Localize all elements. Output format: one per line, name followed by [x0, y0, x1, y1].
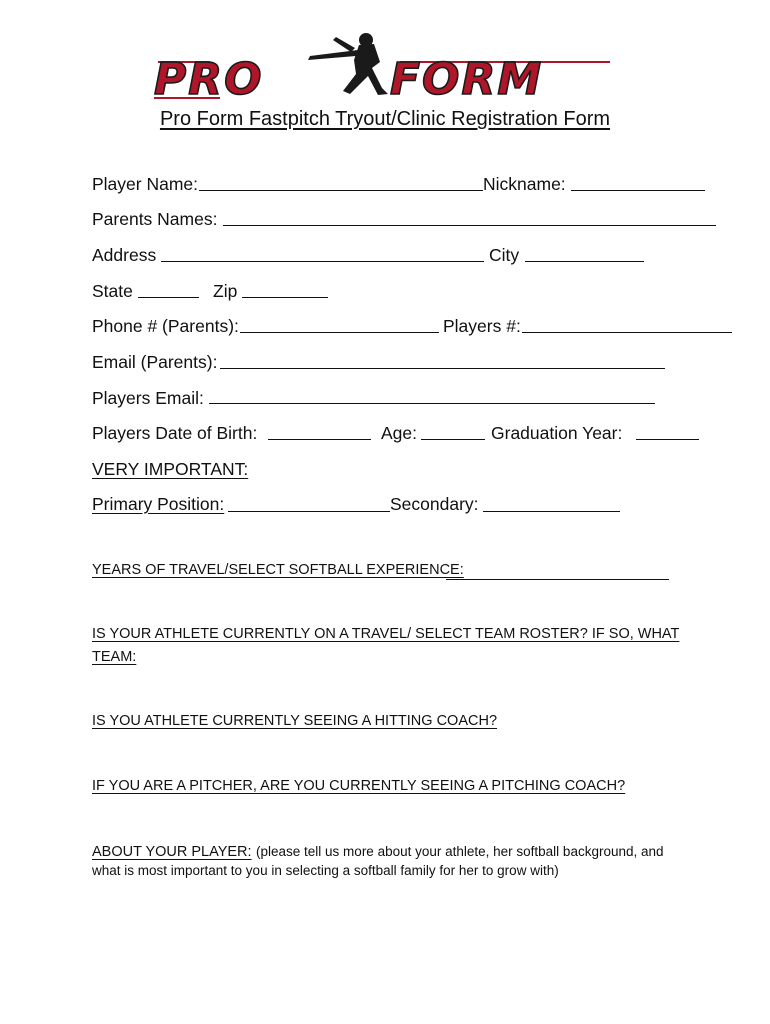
city-label: City: [489, 245, 520, 265]
phone-field[interactable]: [240, 332, 439, 333]
age-label: Age:: [381, 423, 417, 443]
players-number-field[interactable]: [522, 332, 732, 333]
dob-label: Players Date of Birth:: [92, 423, 258, 443]
about-player-instructions-2: what is most important to you in selecting a softball family for her to grow with): [92, 863, 559, 878]
email-parents-label: Email (Parents):: [92, 352, 218, 372]
page-title: [0, 108, 770, 131]
zip-field[interactable]: [242, 297, 328, 298]
players-number-label: Players #:: [443, 316, 521, 336]
pro-form-logo: [150, 28, 620, 100]
secondary-field[interactable]: [483, 511, 620, 512]
players-email-field[interactable]: [209, 403, 655, 404]
address-label: Address: [92, 245, 157, 265]
page-title-text: Pro Form Fastpitch Tryout/Clinic Registration Form: [159, 108, 611, 130]
years-experience-question: YEARS OF TRAVEL/SELECT SOFTBALL EXPERIENCE:: [92, 562, 464, 578]
state-field[interactable]: [138, 297, 199, 298]
email-parents-field[interactable]: [220, 368, 665, 369]
phone-label: Phone # (Parents):: [92, 316, 239, 336]
nickname-field[interactable]: [571, 190, 705, 191]
about-player-label: ABOUT YOUR PLAYER:: [92, 844, 252, 860]
player-name-field[interactable]: [199, 190, 483, 191]
secondary-label: Secondary:: [390, 494, 479, 514]
city-field[interactable]: [525, 261, 644, 262]
graduation-year-field[interactable]: [636, 439, 699, 440]
about-player-instructions-1: (please tell us more about your athlete, her softball background, and: [256, 844, 664, 859]
player-name-label: Player Name:: [92, 174, 199, 194]
roster-question-line2: TEAM:: [92, 649, 137, 665]
logo-text-right: FORM: [390, 54, 544, 100]
very-important-heading: VERY IMPORTANT:: [92, 459, 249, 479]
logo-graphic: [150, 28, 620, 100]
nickname-label: Nickname:: [483, 174, 566, 194]
primary-position-label: Primary Position:: [92, 494, 225, 514]
dob-field[interactable]: [268, 439, 371, 440]
graduation-year-label: Graduation Year:: [491, 423, 623, 443]
logo-text-left: PRO: [154, 54, 264, 100]
primary-position-field[interactable]: [228, 511, 390, 512]
age-field[interactable]: [421, 439, 485, 440]
player-name-row: [92, 172, 198, 196]
players-email-label: Players Email:: [92, 388, 204, 408]
parents-names-label: Parents Names:: [92, 209, 218, 229]
pitching-coach-question: IF YOU ARE A PITCHER, ARE YOU CURRENTLY SEEING A PITCHING COACH?: [92, 778, 626, 794]
roster-question-line1: IS YOUR ATHLETE CURRENTLY ON A TRAVEL/ SELECT TEAM ROSTER? IF SO, WHAT: [92, 626, 680, 642]
about-player-line1: [92, 843, 664, 861]
batter-silhouette-icon: [308, 33, 388, 95]
state-label: State: [92, 281, 133, 301]
years-experience-field[interactable]: [446, 579, 669, 580]
hitting-coach-question: IS YOU ATHLETE CURRENTLY SEEING A HITTING COACH?: [92, 713, 498, 729]
parents-names-field[interactable]: [223, 225, 716, 226]
address-field[interactable]: [161, 261, 484, 262]
zip-label: Zip: [213, 281, 238, 301]
